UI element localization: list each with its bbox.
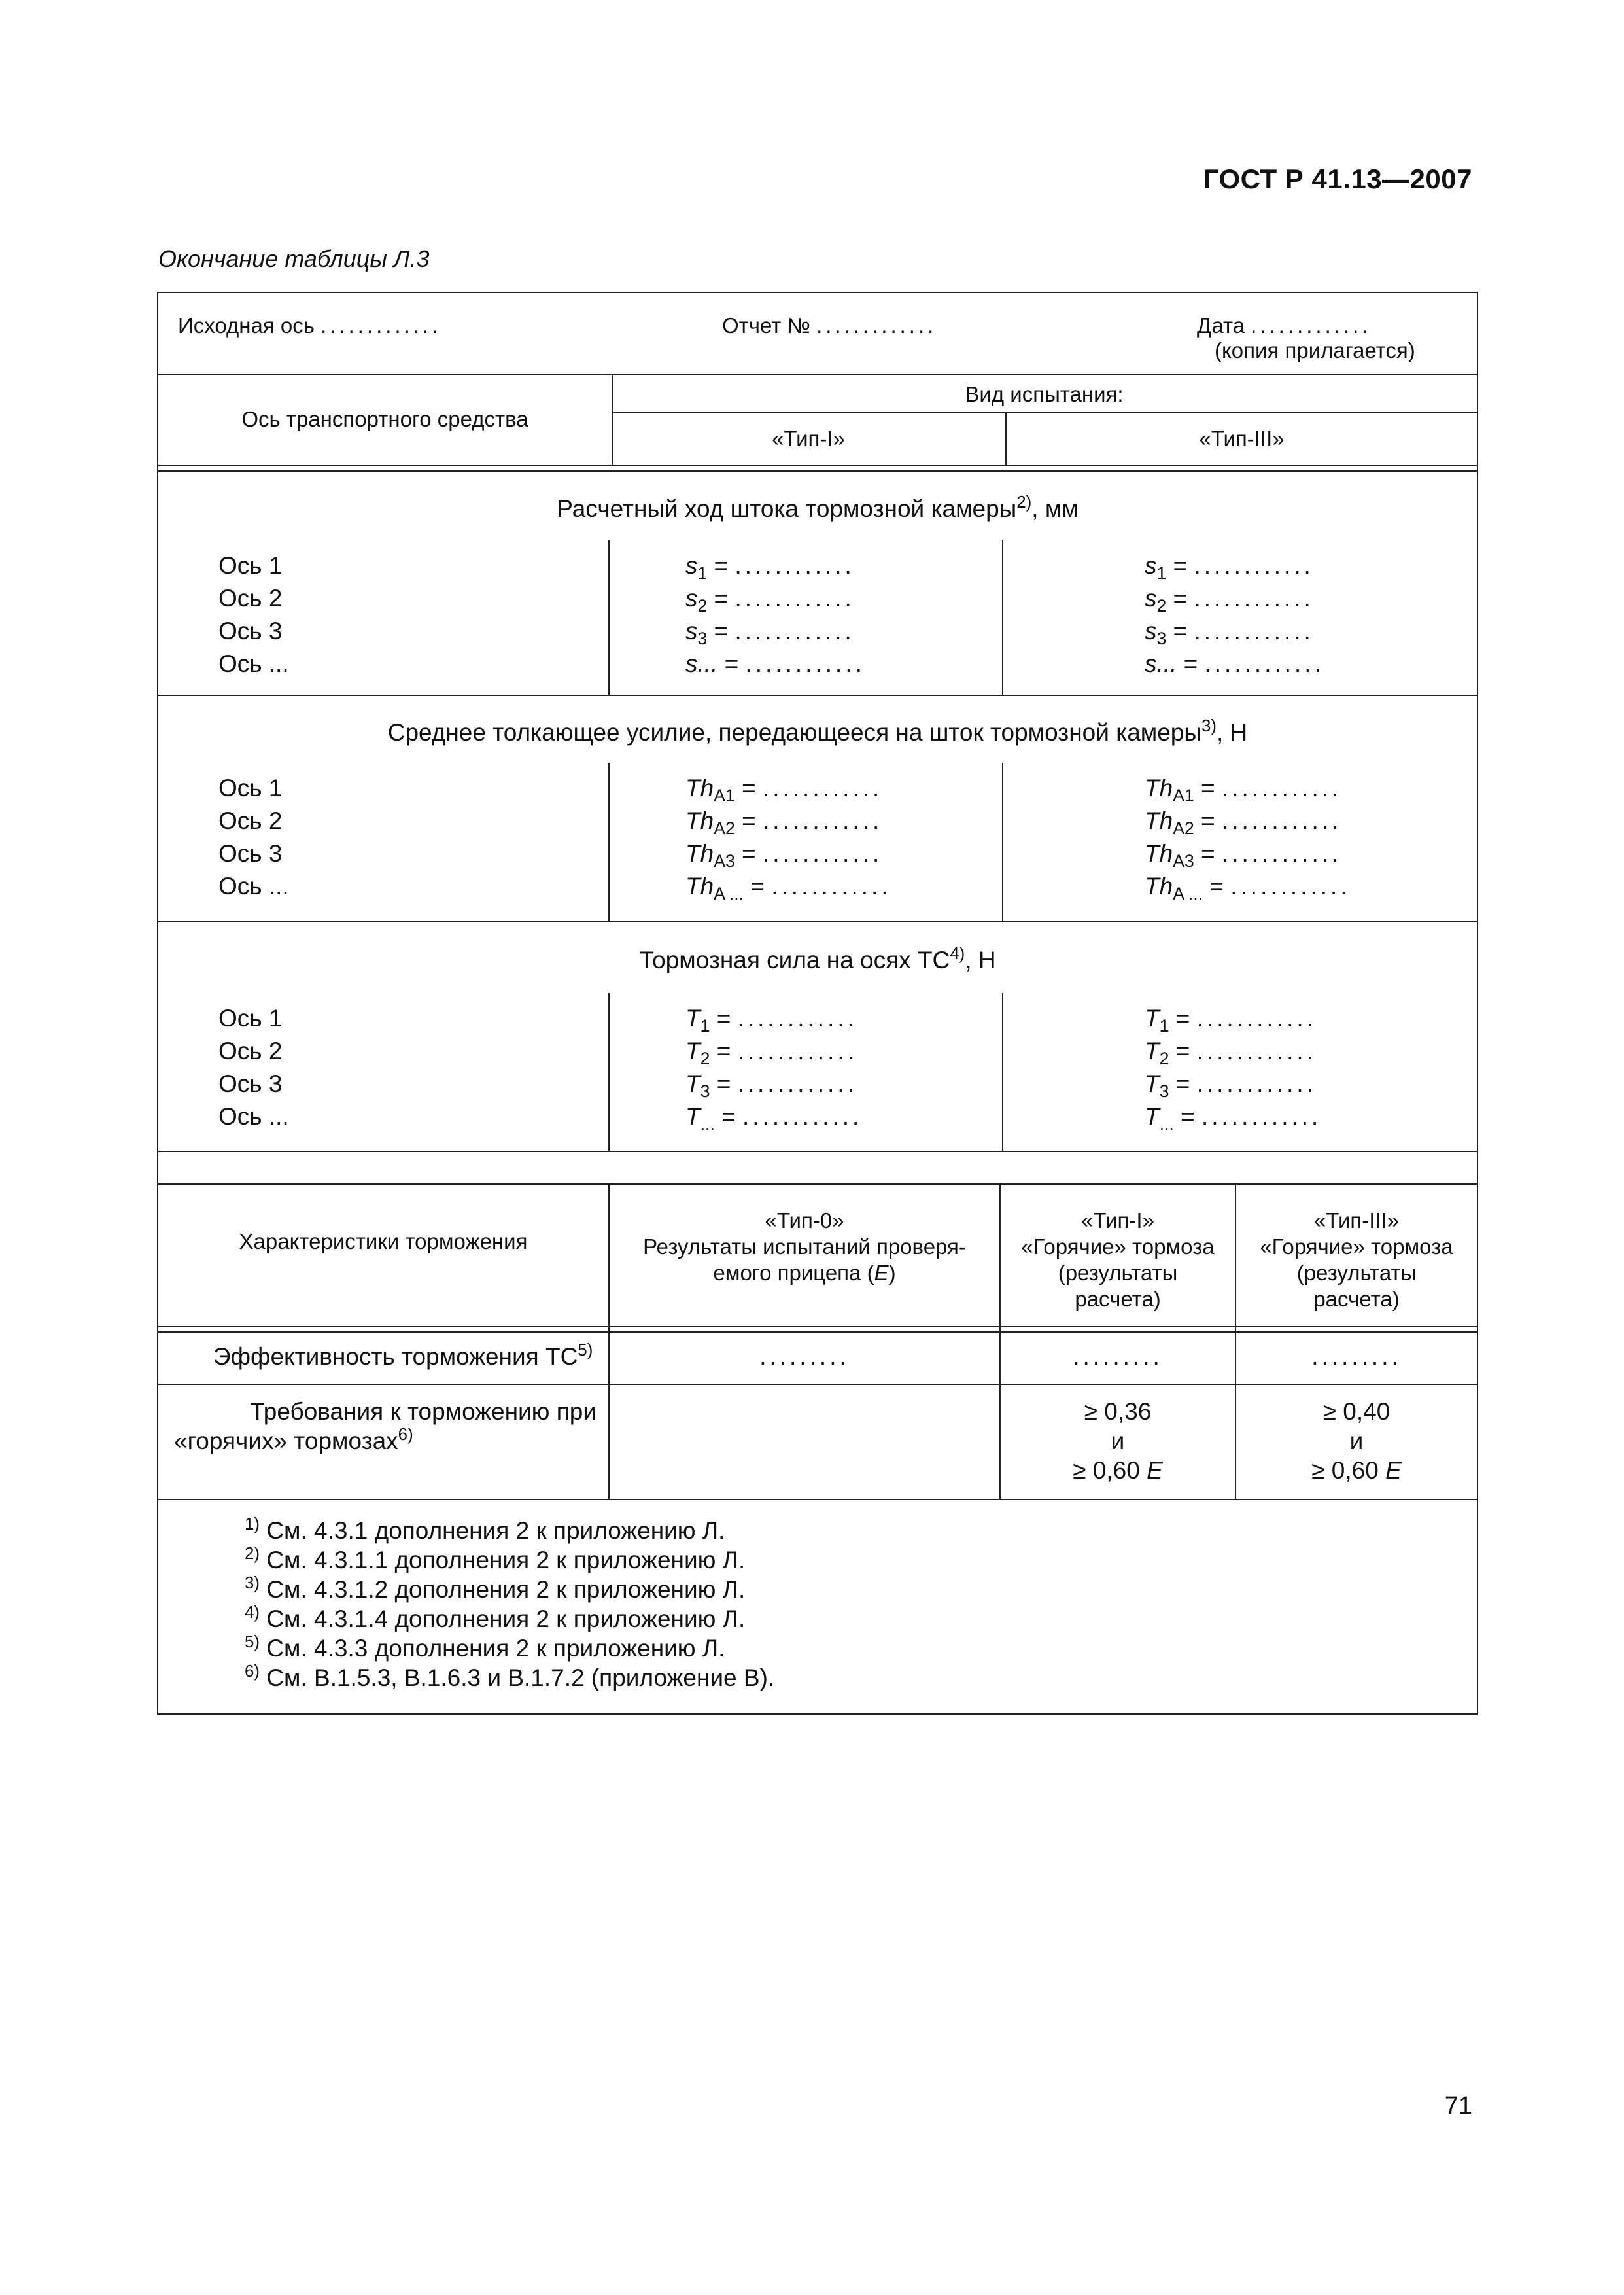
footnote: $^{6)}$ См. В.1.5.3, В.1.6.3 и В.1.7.2 (приложение В).	[245, 1662, 775, 1691]
requirements-type1: ≥ 0,36 и ≥ 0,60 E	[1001, 1397, 1235, 1485]
footnote-ref: 4)	[950, 944, 965, 963]
value-line: $Th_{A ...}$ = ............	[685, 873, 891, 903]
page-number: 71	[1444, 2092, 1472, 2120]
type3-header: «Тип-III»	[1199, 427, 1285, 451]
axis-label: Ось 2	[218, 585, 283, 612]
value-line: $s_2$ = ............	[1145, 585, 1314, 616]
efficiency-type3-value: .........	[1311, 1343, 1402, 1370]
rule	[1002, 540, 1003, 695]
type1-values	[685, 550, 865, 680]
report-no-label: Отчет №	[722, 313, 810, 338]
rule	[608, 763, 610, 921]
value-line: $T_2$ = ............	[1145, 1038, 1317, 1068]
efficiency-label: Эффективность торможения ТС$^{5)}$	[213, 1340, 593, 1370]
type1-values	[685, 1002, 862, 1133]
value-line: $Th_{A2}$ = ............	[685, 807, 883, 838]
section-title-unit: , мм	[1031, 495, 1079, 522]
type3-values	[1145, 550, 1324, 680]
footnote-ref: 2)	[1016, 493, 1032, 512]
section-title-unit: , Н	[1216, 719, 1248, 746]
date-field	[1197, 313, 1371, 339]
table	[157, 292, 1478, 1715]
axis-label: Ось 2	[218, 807, 283, 834]
axis-label: Ось ...	[218, 873, 289, 900]
type0-subline: емого прицепа (E)	[713, 1261, 896, 1285]
source-axis-field	[178, 313, 441, 339]
value-line: $T_2$ = ............	[685, 1038, 857, 1068]
value-line: $T_{...}$ = ............	[685, 1103, 863, 1134]
report-no-dots: .............	[816, 313, 937, 338]
value-line: $s_1$ = ............	[1145, 552, 1314, 583]
section-title	[158, 495, 1477, 523]
axis-list	[218, 1002, 289, 1133]
footnote: $^{3)}$ См. 4.3.1.2 дополнения 2 к приложению Л.	[245, 1573, 746, 1603]
footnote: $^{5)}$ См. 4.3.3 дополнения 2 к приложению Л.	[245, 1632, 725, 1662]
type0-header: «Тип-0» Результаты испытаний проверя- емого прицепа (E)	[610, 1208, 999, 1286]
section-title	[158, 946, 1477, 975]
value-line: $T_3$ = ............	[1145, 1070, 1317, 1101]
rule	[1002, 763, 1003, 921]
value-line: $Th_{A3}$ = ............	[1145, 840, 1342, 871]
date-note: (копия прилагается)	[1215, 338, 1415, 362]
requirement-line: ≥ 0,60 E	[1073, 1457, 1163, 1484]
section-title-text: Расчетный ход штока тормозной камеры	[557, 495, 1017, 522]
axis-label: Ось 1	[218, 1005, 283, 1032]
rule	[158, 465, 1477, 466]
source-axis-dots: .............	[320, 313, 441, 338]
axis-list	[218, 772, 289, 903]
rule	[158, 470, 1477, 472]
value-line: $s_1$ = ............	[685, 552, 855, 583]
axis-label: Ось 3	[218, 1070, 283, 1097]
source-axis-label: Исходная ось	[178, 313, 315, 338]
rule	[158, 1331, 1477, 1333]
value-line: $T_1$ = ............	[1145, 1005, 1317, 1036]
value-line: $T_3$ = ............	[685, 1070, 857, 1101]
rule	[608, 540, 610, 695]
type1-values	[685, 772, 891, 903]
type1-hot-header: «Тип-I» «Горячие» тормоза (результаты расчета)	[1021, 1208, 1215, 1311]
rule	[158, 921, 1477, 922]
value-line: $s_3$ = ............	[1145, 618, 1314, 648]
rule	[158, 1326, 1477, 1327]
axis-label: Ось 3	[218, 840, 283, 867]
value-line: $s_2$ = ............	[685, 585, 855, 616]
rule	[158, 695, 1477, 696]
efficiency-type1-value: .........	[1073, 1343, 1163, 1370]
value-line: s... = ............	[1145, 650, 1324, 677]
rule	[158, 1499, 1477, 1500]
rule	[1002, 993, 1003, 1151]
footnote: $^{4)}$ См. 4.3.1.4 дополнения 2 к приложению Л.	[245, 1603, 746, 1632]
axis-label: Ось 1	[218, 552, 283, 579]
value-line: s... = ............	[685, 650, 865, 677]
footnote: $^{2)}$ См. 4.3.1.1 дополнения 2 к приложению Л.	[245, 1544, 746, 1573]
value-line: $s_3$ = ............	[685, 618, 855, 648]
value-line: $Th_{A ...}$ = ............	[1145, 873, 1351, 903]
value-line: $T_1$ = ............	[685, 1005, 857, 1036]
vehicle-axis-header: Ось транспортного средства	[241, 407, 528, 431]
value-line: $Th_{A1}$ = ............	[1145, 775, 1342, 805]
type3-values	[1145, 772, 1351, 903]
section-title-text: Среднее толкающее усилие, передающееся на шток тормозной камеры	[387, 719, 1201, 746]
type1-header: «Тип-I»	[772, 427, 845, 451]
value-line: $T_{...}$ = ............	[1145, 1103, 1322, 1134]
requirements-type3: ≥ 0,40 и ≥ 0,60 E	[1236, 1397, 1477, 1485]
rule	[158, 374, 1477, 375]
axis-label: Ось 3	[218, 618, 283, 644]
axis-label: Ось 1	[218, 775, 283, 801]
braking-characteristics-header: Характеристики торможения	[239, 1229, 528, 1253]
value-line: $Th_{A2}$ = ............	[1145, 807, 1342, 838]
axis-list	[218, 550, 289, 680]
section-title	[158, 718, 1477, 747]
test-kind-header: Вид испытания:	[965, 382, 1124, 406]
rule	[158, 1384, 1477, 1385]
efficiency-type0-value: .........	[759, 1343, 850, 1370]
date-label: Дата	[1197, 313, 1245, 338]
document-id: ГОСТ Р 41.13—2007	[1203, 164, 1472, 194]
axis-label: Ось ...	[218, 650, 289, 677]
footnote-ref: 6)	[398, 1425, 413, 1444]
footnotes	[245, 1516, 774, 1692]
requirement-line: ≥ 0,60 E	[1311, 1457, 1402, 1484]
date-dots: .............	[1251, 313, 1372, 338]
rule	[612, 412, 1477, 413]
section-title-unit: , Н	[965, 947, 996, 973]
rule	[158, 1183, 1477, 1185]
rule	[158, 1151, 1477, 1152]
type3-hot-header: «Тип-III» «Горячие» тормоза (результаты расчета)	[1260, 1208, 1453, 1311]
footnote-ref: 5)	[578, 1340, 593, 1359]
axis-label: Ось 2	[218, 1038, 283, 1064]
axis-label: Ось ...	[218, 1103, 289, 1130]
value-line: $Th_{A3}$ = ............	[685, 840, 883, 871]
type3-values	[1145, 1002, 1321, 1133]
table-caption: Окончание таблицы Л.3	[158, 245, 430, 272]
value-line: $Th_{A1}$ = ............	[685, 775, 883, 805]
section-title-text: Тормозная сила на осях ТС	[639, 947, 950, 973]
footnote-ref: 3)	[1201, 716, 1217, 735]
requirements-label: Требования к торможению при «горячих» тормозах$^{6)}$	[174, 1398, 596, 1454]
report-no-field	[722, 313, 937, 339]
footnote: $^{1)}$ См. 4.3.1 дополнения 2 к приложению Л.	[245, 1515, 725, 1544]
rule	[608, 993, 610, 1151]
